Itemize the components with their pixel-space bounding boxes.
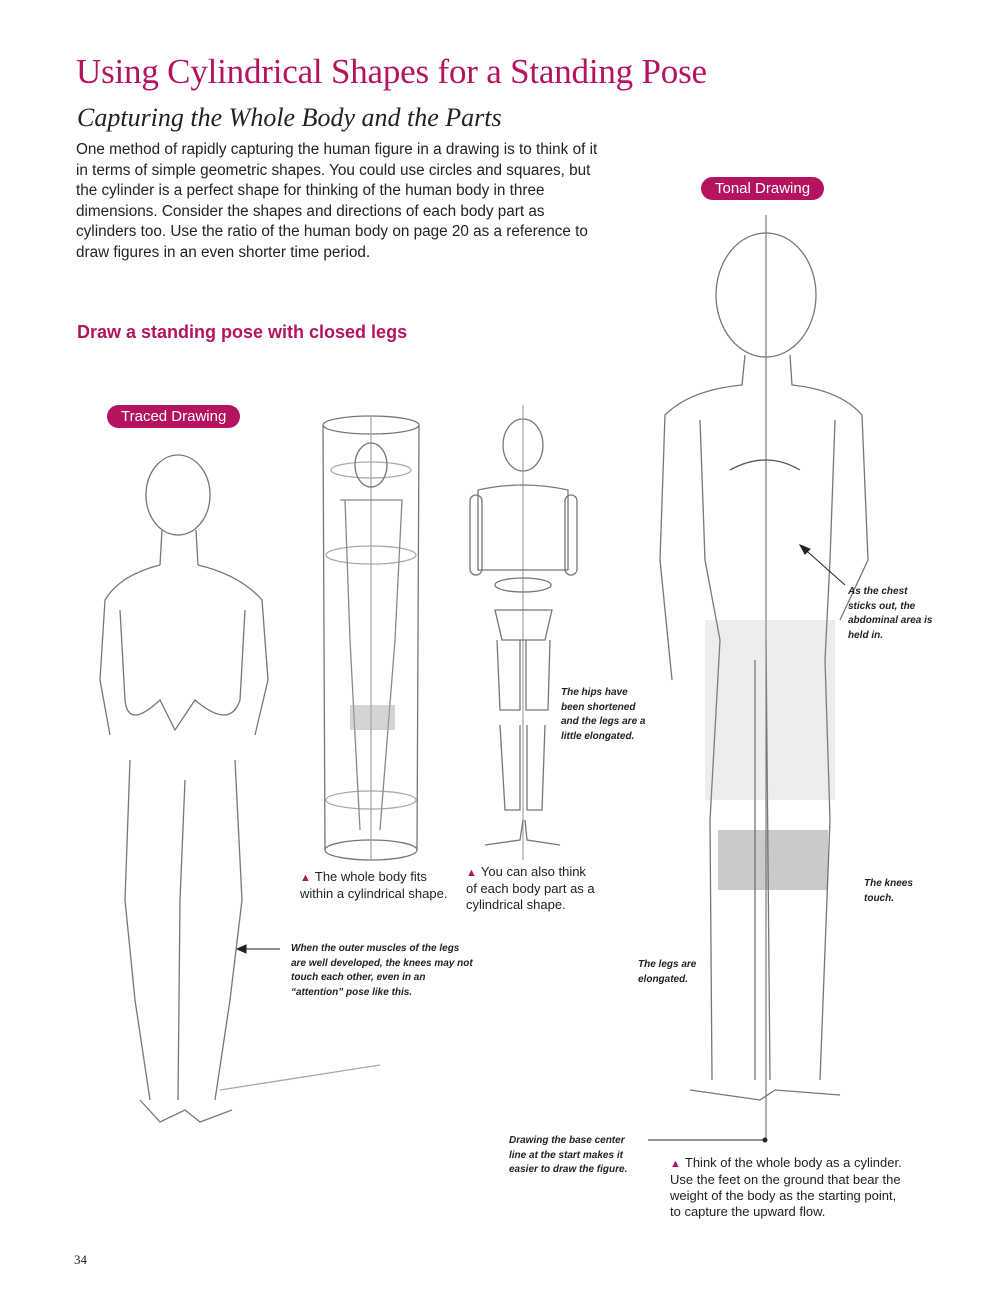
tonal-figure-drawing xyxy=(660,215,868,1140)
caption-cylinder-fit: ▲ The whole body fits within a cylindrical shape. xyxy=(300,869,448,901)
body-parts-figure-drawing xyxy=(470,405,577,860)
section-heading: Draw a standing pose with closed legs xyxy=(77,322,408,342)
note-legs: The legs are elongated. xyxy=(638,959,697,985)
caption-whole-body: ▲ Think of the whole body as a cylinder. Use the feet on the ground that bear the weight of the body as the starting point, to capture the upward flow. xyxy=(670,1155,902,1219)
traced-figure-drawing xyxy=(100,455,380,1122)
note-outer-muscles: When the outer muscles of the legs are well developed, the knees may not touch each other, even in an “attention” pose like this. xyxy=(291,943,473,998)
triangle-bullet-icon: ▲ xyxy=(466,867,477,879)
triangle-bullet-icon: ▲ xyxy=(300,872,311,884)
tonal-drawing-label: Tonal Drawing xyxy=(701,177,824,200)
page-number: 34 xyxy=(74,1252,87,1267)
note-center-line: Drawing the base center line at the start makes it easier to draw the figure. xyxy=(509,1135,628,1175)
page-title: Using Cylindrical Shapes for a Standing Pose xyxy=(76,52,707,91)
note-knees: The knees touch. xyxy=(864,878,913,904)
note-chest: As the chest sticks out, the abdominal area is held in. xyxy=(848,586,933,641)
triangle-bullet-icon: ▲ xyxy=(670,1158,681,1170)
intro-paragraph: One method of rapidly capturing the human figure in a drawing is to think of it in terms of simple geometric shapes. You could use circles and squares, but the cylinder is a perfect shape for thinking of the human body in three dimensions. Consider the shapes and directions of each body part as cylinders too. Use the ratio of the human body on page 20 as a reference to draw figures in an even shorter time period. xyxy=(76,141,598,261)
page-subtitle: Capturing the Whole Body and the Parts xyxy=(77,103,502,132)
cylinder-figure-drawing xyxy=(323,415,419,860)
note-hips: The hips have been shortened and the legs are a little elongated. xyxy=(561,687,646,742)
traced-drawing-label: Traced Drawing xyxy=(107,405,240,428)
caption-body-parts: ▲ You can also think of each body part as a cylindrical shape. xyxy=(466,864,595,912)
